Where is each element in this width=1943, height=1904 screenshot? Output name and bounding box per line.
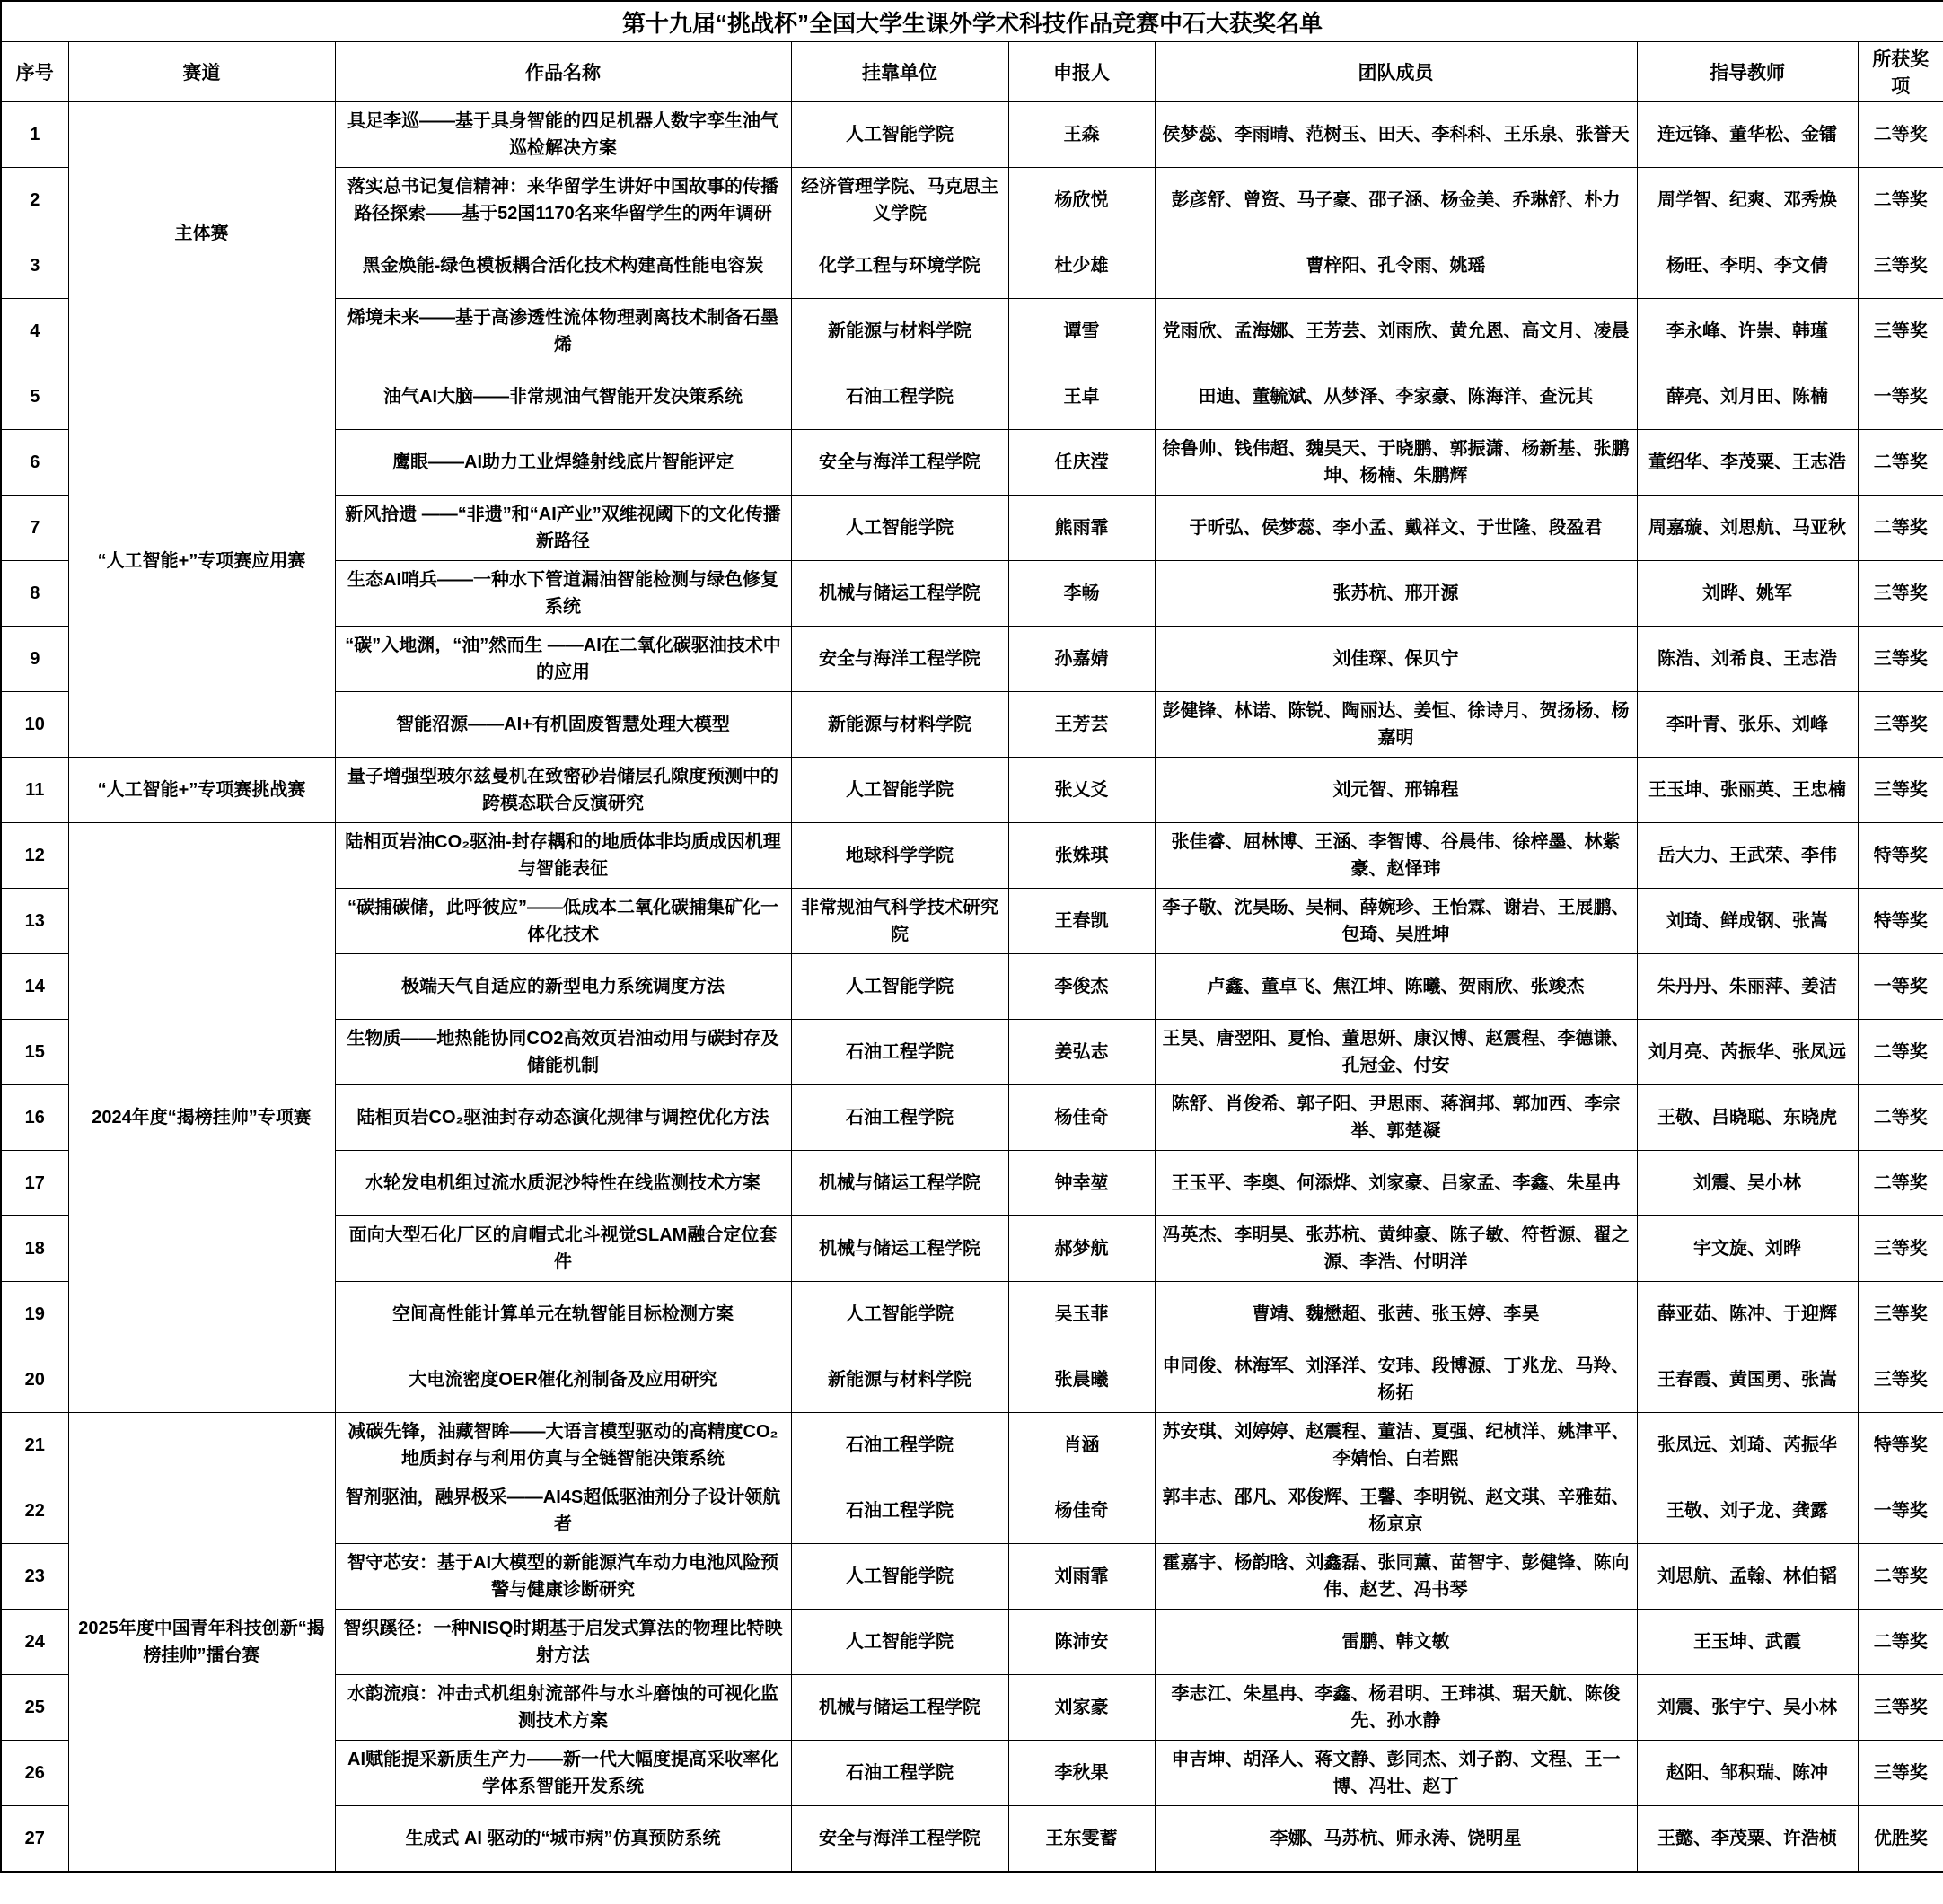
work-title-cell: 生态AI哨兵——一种水下管道漏油智能检测与绿色修复系统	[335, 561, 791, 627]
applicant-cell: 郝梦航	[1008, 1216, 1155, 1282]
advisors-cell: 周学智、纪爽、邓秀焕	[1637, 168, 1858, 233]
advisors-cell: 李永峰、许崇、韩瑾	[1637, 299, 1858, 364]
award-cell: 三等奖	[1858, 627, 1943, 692]
advisors-cell: 刘震、张宇宁、吴小林	[1637, 1675, 1858, 1741]
team-members-cell: 苏安琪、刘婷婷、赵震程、董洁、夏强、纪桢洋、姚津平、李婧怡、白若熙	[1155, 1413, 1637, 1478]
column-header-applicant: 申报人	[1008, 42, 1155, 102]
unit-cell: 人工智能学院	[791, 1282, 1008, 1347]
track-cell: 主体赛	[68, 102, 335, 364]
advisors-cell: 连远锋、董华松、金镭	[1637, 102, 1858, 168]
applicant-cell: 李秋果	[1008, 1741, 1155, 1806]
award-cell: 特等奖	[1858, 823, 1943, 889]
work-title-cell: 烯境未来——基于高渗透性流体物理剥离技术制备石墨烯	[335, 299, 791, 364]
row-number-cell: 17	[1, 1151, 68, 1216]
work-title-cell: 黑金焕能-绿色模板耦合活化技术构建高性能电容炭	[335, 233, 791, 299]
unit-cell: 新能源与材料学院	[791, 692, 1008, 758]
team-members-cell: 郭丰志、邵凡、邓俊辉、王馨、李明锐、赵文琪、辛雅茹、杨京京	[1155, 1478, 1637, 1544]
unit-cell: 机械与储运工程学院	[791, 1675, 1008, 1741]
work-title-cell: “碳”入地渊，“油”然而生 ——AI在二氧化碳驱油技术中的应用	[335, 627, 791, 692]
applicant-cell: 王卓	[1008, 364, 1155, 430]
advisors-cell: 王敬、刘子龙、龚露	[1637, 1478, 1858, 1544]
team-members-cell: 卢鑫、董卓飞、焦江坤、陈曦、贺雨欣、张竣杰	[1155, 954, 1637, 1020]
applicant-cell: 张姝琪	[1008, 823, 1155, 889]
advisors-cell: 刘震、吴小林	[1637, 1151, 1858, 1216]
team-members-cell: 彭彦舒、曾资、马子豪、邵子涵、杨金美、乔琳舒、朴力	[1155, 168, 1637, 233]
advisors-cell: 王玉坤、张丽英、王忠楠	[1637, 758, 1858, 823]
applicant-cell: 张乂爻	[1008, 758, 1155, 823]
work-title-cell: 鹰眼——AI助力工业焊缝射线底片智能评定	[335, 430, 791, 496]
unit-cell: 人工智能学院	[791, 1544, 1008, 1610]
row-number-cell: 24	[1, 1610, 68, 1675]
team-members-cell: 王玉平、李奥、何添烨、刘家豪、吕家孟、李鑫、朱星冉	[1155, 1151, 1637, 1216]
unit-cell: 新能源与材料学院	[791, 299, 1008, 364]
team-members-cell: 曹梓阳、孔令雨、姚瑶	[1155, 233, 1637, 299]
applicant-cell: 孙嘉婧	[1008, 627, 1155, 692]
award-cell: 三等奖	[1858, 1675, 1943, 1741]
unit-cell: 石油工程学院	[791, 1085, 1008, 1151]
work-title-cell: 水轮发电机组过流水质泥沙特性在线监测技术方案	[335, 1151, 791, 1216]
team-members-cell: 申同俊、林海军、刘泽洋、安玮、段博源、丁兆龙、马羚、杨拓	[1155, 1347, 1637, 1413]
row-number-cell: 10	[1, 692, 68, 758]
applicant-cell: 肖涵	[1008, 1413, 1155, 1478]
row-number-cell: 15	[1, 1020, 68, 1085]
table-body	[1, 102, 1943, 1873]
applicant-cell: 熊雨霏	[1008, 496, 1155, 561]
work-title-cell: “碳捕碳储，此呼彼应”——低成本二氧化碳捕集矿化一体化技术	[335, 889, 791, 954]
advisors-cell: 王懿、李茂粟、许浩桢	[1637, 1806, 1858, 1873]
advisors-cell: 赵阳、邹积瑞、陈冲	[1637, 1741, 1858, 1806]
advisors-cell: 刘思航、孟翰、林伯韬	[1637, 1544, 1858, 1610]
team-members-cell: 党雨欣、孟海娜、王芳芸、刘雨欣、黄允恩、高文月、凌晨	[1155, 299, 1637, 364]
team-members-cell: 陈舒、肖俊希、郭子阳、尹思雨、蒋润邦、郭加西、李宗举、郭楚凝	[1155, 1085, 1637, 1151]
row-number-cell: 11	[1, 758, 68, 823]
work-title-cell: 具足李巡——基于具身智能的四足机器人数字孪生油气巡检解决方案	[335, 102, 791, 168]
column-header-unit: 挂靠单位	[791, 42, 1008, 102]
team-members-cell: 曹靖、魏懋超、张茜、张玉婷、李昊	[1155, 1282, 1637, 1347]
work-title-cell: 智剂驱油，融界极采——AI4S超低驱油剂分子设计领航者	[335, 1478, 791, 1544]
team-members-cell: 王昊、唐翌阳、夏怡、董思妍、康汉博、赵震程、李德谦、孔冠金、付安	[1155, 1020, 1637, 1085]
award-cell: 二等奖	[1858, 496, 1943, 561]
award-cell: 二等奖	[1858, 1020, 1943, 1085]
advisors-cell: 王春霞、黄国勇、张嵩	[1637, 1347, 1858, 1413]
unit-cell: 石油工程学院	[791, 1478, 1008, 1544]
unit-cell: 安全与海洋工程学院	[791, 627, 1008, 692]
applicant-cell: 李畅	[1008, 561, 1155, 627]
award-cell: 三等奖	[1858, 233, 1943, 299]
unit-cell: 人工智能学院	[791, 954, 1008, 1020]
row-number-cell: 18	[1, 1216, 68, 1282]
work-title-cell: 智织蹊径：一种NISQ时期基于启发式算法的物理比特映射方法	[335, 1610, 791, 1675]
award-cell: 三等奖	[1858, 758, 1943, 823]
row-number-cell: 21	[1, 1413, 68, 1478]
column-header-work: 作品名称	[335, 42, 791, 102]
award-cell: 三等奖	[1858, 299, 1943, 364]
advisors-cell: 朱丹丹、朱丽萍、姜洁	[1637, 954, 1858, 1020]
team-members-cell: 李娜、马苏杭、师永涛、饶明星	[1155, 1806, 1637, 1873]
unit-cell: 化学工程与环境学院	[791, 233, 1008, 299]
table-title: 第十九届“挑战杯”全国大学生课外学术科技作品竞赛中石大获奖名单	[1, 1, 1943, 42]
team-members-cell: 雷鹏、韩文敏	[1155, 1610, 1637, 1675]
advisors-cell: 董绍华、李茂粟、王志浩	[1637, 430, 1858, 496]
applicant-cell: 谭雪	[1008, 299, 1155, 364]
track-cell: 2025年度中国青年科技创新“揭榜挂帅”擂台赛	[68, 1413, 335, 1873]
applicant-cell: 杨欣悦	[1008, 168, 1155, 233]
award-cell: 二等奖	[1858, 430, 1943, 496]
applicant-cell: 杜少雄	[1008, 233, 1155, 299]
award-cell: 二等奖	[1858, 1151, 1943, 1216]
unit-cell: 石油工程学院	[791, 1741, 1008, 1806]
team-members-cell: 张苏杭、邢开源	[1155, 561, 1637, 627]
row-number-cell: 7	[1, 496, 68, 561]
work-title-cell: 减碳先锋，油藏智眸——大语言模型驱动的高精度CO₂地质封存与利用仿真与全链智能决策系统	[335, 1413, 791, 1478]
team-members-cell: 申吉坤、胡泽人、蒋文静、彭同杰、刘子韵、文程、王一博、冯壮、赵丁	[1155, 1741, 1637, 1806]
work-title-cell: 面向大型石化厂区的肩帽式北斗视觉SLAM融合定位套件	[335, 1216, 791, 1282]
header-row	[1, 42, 1943, 102]
applicant-cell: 王森	[1008, 102, 1155, 168]
applicant-cell: 姜弘志	[1008, 1020, 1155, 1085]
row-number-cell: 8	[1, 561, 68, 627]
team-members-cell: 徐鲁帅、钱伟超、魏昊天、于晓鹏、郭振潇、杨新基、张鹏坤、杨楠、朱鹏辉	[1155, 430, 1637, 496]
applicant-cell: 钟幸堃	[1008, 1151, 1155, 1216]
row-number-cell: 27	[1, 1806, 68, 1873]
work-title-cell: 生成式 AI 驱动的“城市病”仿真预防系统	[335, 1806, 791, 1873]
work-title-cell: 陆相页岩CO₂驱油封存动态演化规律与调控优化方法	[335, 1085, 791, 1151]
advisors-cell: 李叶青、张乐、刘峰	[1637, 692, 1858, 758]
advisors-cell: 周嘉璇、刘思航、马亚秋	[1637, 496, 1858, 561]
row-number-cell: 23	[1, 1544, 68, 1610]
applicant-cell: 吴玉菲	[1008, 1282, 1155, 1347]
team-members-cell: 侯梦蕊、李雨晴、范树玉、田天、李科科、王乐泉、张誉天	[1155, 102, 1637, 168]
team-members-cell: 霍嘉宇、杨韵晗、刘鑫磊、张同薰、苗智宇、彭健锋、陈向伟、赵艺、冯书琴	[1155, 1544, 1637, 1610]
team-members-cell: 李志江、朱星冉、李鑫、杨君明、王玮祺、琚天航、陈俊先、孙水静	[1155, 1675, 1637, 1741]
table-row	[1, 364, 1943, 430]
column-header-team: 团队成员	[1155, 42, 1637, 102]
unit-cell: 地球科学学院	[791, 823, 1008, 889]
applicant-cell: 刘雨霏	[1008, 1544, 1155, 1610]
unit-cell: 人工智能学院	[791, 758, 1008, 823]
team-members-cell: 于昕弘、侯梦蕊、李小孟、戴祥文、于世隆、段盈君	[1155, 496, 1637, 561]
work-title-cell: 水韵流痕：冲击式机组射流部件与水斗磨蚀的可视化监测技术方案	[335, 1675, 791, 1741]
row-number-cell: 22	[1, 1478, 68, 1544]
advisors-cell: 陈浩、刘希良、王志浩	[1637, 627, 1858, 692]
row-number-cell: 9	[1, 627, 68, 692]
award-cell: 优胜奖	[1858, 1806, 1943, 1873]
unit-cell: 石油工程学院	[791, 1413, 1008, 1478]
advisors-cell: 刘晔、姚军	[1637, 561, 1858, 627]
row-number-cell: 4	[1, 299, 68, 364]
advisors-cell: 杨旺、李明、李文倩	[1637, 233, 1858, 299]
award-cell: 一等奖	[1858, 1478, 1943, 1544]
applicant-cell: 杨佳奇	[1008, 1085, 1155, 1151]
unit-cell: 机械与储运工程学院	[791, 1151, 1008, 1216]
award-cell: 三等奖	[1858, 1282, 1943, 1347]
applicant-cell: 王芳芸	[1008, 692, 1155, 758]
award-cell: 二等奖	[1858, 1610, 1943, 1675]
row-number-cell: 13	[1, 889, 68, 954]
row-number-cell: 20	[1, 1347, 68, 1413]
applicant-cell: 王春凯	[1008, 889, 1155, 954]
unit-cell: 人工智能学院	[791, 102, 1008, 168]
work-title-cell: 生物质——地热能协同CO2高效页岩油动用与碳封存及储能机制	[335, 1020, 791, 1085]
team-members-cell: 李子敬、沈昊旸、吴桐、薛婉珍、王怡霖、谢岩、王展鹏、包琦、吴胜坤	[1155, 889, 1637, 954]
work-title-cell: 大电流密度OER催化剂制备及应用研究	[335, 1347, 791, 1413]
table-row	[1, 823, 1943, 889]
team-members-cell: 冯英杰、李明昊、张苏杭、黄绅豪、陈子敏、符哲源、翟之源、李浩、付明洋	[1155, 1216, 1637, 1282]
advisors-cell: 薛亮、刘月田、陈楠	[1637, 364, 1858, 430]
team-members-cell: 彭健锋、林诺、陈锐、陶丽达、姜恒、徐诗月、贺扬杨、杨嘉明	[1155, 692, 1637, 758]
advisors-cell: 岳大力、王武荣、李伟	[1637, 823, 1858, 889]
award-cell: 一等奖	[1858, 364, 1943, 430]
unit-cell: 非常规油气科学技术研究院	[791, 889, 1008, 954]
advisors-cell: 刘琦、鲜成钢、张嵩	[1637, 889, 1858, 954]
award-cell: 特等奖	[1858, 1413, 1943, 1478]
column-header-award: 所获奖项	[1858, 42, 1943, 102]
row-number-cell: 14	[1, 954, 68, 1020]
row-number-cell: 1	[1, 102, 68, 168]
work-title-cell: 空间高性能计算单元在轨智能目标检测方案	[335, 1282, 791, 1347]
work-title-cell: 极端天气自适应的新型电力系统调度方法	[335, 954, 791, 1020]
advisors-cell: 薛亚茹、陈冲、于迎辉	[1637, 1282, 1858, 1347]
unit-cell: 人工智能学院	[791, 496, 1008, 561]
work-title-cell: 油气AI大脑——非常规油气智能开发决策系统	[335, 364, 791, 430]
track-cell: 2024年度“揭榜挂帅”专项赛	[68, 823, 335, 1413]
team-members-cell: 刘元智、邢锦程	[1155, 758, 1637, 823]
table-row	[1, 758, 1943, 823]
award-cell: 二等奖	[1858, 102, 1943, 168]
work-title-cell: 落实总书记复信精神：来华留学生讲好中国故事的传播路径探索——基于52国1170名来华留学生的两年调研	[335, 168, 791, 233]
row-number-cell: 26	[1, 1741, 68, 1806]
table-row	[1, 102, 1943, 168]
unit-cell: 石油工程学院	[791, 1020, 1008, 1085]
work-title-cell: 新风拾遗 ——“非遗”和“AI产业”双维视阈下的文化传播新路径	[335, 496, 791, 561]
column-header-track: 赛道	[68, 42, 335, 102]
row-number-cell: 16	[1, 1085, 68, 1151]
award-cell: 三等奖	[1858, 1347, 1943, 1413]
team-members-cell: 张佳睿、屈林博、王涵、李智博、谷晨伟、徐梓墨、林紫豪、赵怿玮	[1155, 823, 1637, 889]
work-title-cell: 量子增强型玻尔兹曼机在致密砂岩储层孔隙度预测中的跨模态联合反演研究	[335, 758, 791, 823]
track-cell: “人工智能+”专项赛挑战赛	[68, 758, 335, 823]
applicant-cell: 张晨曦	[1008, 1347, 1155, 1413]
applicant-cell: 陈沛安	[1008, 1610, 1155, 1675]
unit-cell: 机械与储运工程学院	[791, 1216, 1008, 1282]
applicant-cell: 杨佳奇	[1008, 1478, 1155, 1544]
advisors-cell: 宇文旋、刘晔	[1637, 1216, 1858, 1282]
table-row	[1, 1413, 1943, 1478]
row-number-cell: 6	[1, 430, 68, 496]
row-number-cell: 5	[1, 364, 68, 430]
unit-cell: 人工智能学院	[791, 1610, 1008, 1675]
row-number-cell: 3	[1, 233, 68, 299]
award-cell: 三等奖	[1858, 1741, 1943, 1806]
unit-cell: 石油工程学院	[791, 364, 1008, 430]
team-members-cell: 田迪、董毓斌、从梦泽、李家豪、陈海洋、查沅其	[1155, 364, 1637, 430]
title-row	[1, 1, 1943, 42]
work-title-cell: AI赋能提采新质生产力——新一代大幅度提高采收率化学体系智能开发系统	[335, 1741, 791, 1806]
unit-cell: 安全与海洋工程学院	[791, 430, 1008, 496]
unit-cell: 机械与储运工程学院	[791, 561, 1008, 627]
unit-cell: 经济管理学院、马克思主义学院	[791, 168, 1008, 233]
award-cell: 三等奖	[1858, 692, 1943, 758]
applicant-cell: 王东雯蓄	[1008, 1806, 1155, 1873]
award-cell: 三等奖	[1858, 561, 1943, 627]
advisors-cell: 张凤远、刘琦、芮振华	[1637, 1413, 1858, 1478]
applicant-cell: 刘家豪	[1008, 1675, 1155, 1741]
work-title-cell: 陆相页岩油CO₂驱油-封存耦和的地质体非均质成因机理与智能表征	[335, 823, 791, 889]
unit-cell: 新能源与材料学院	[791, 1347, 1008, 1413]
applicant-cell: 任庆滢	[1008, 430, 1155, 496]
row-number-cell: 2	[1, 168, 68, 233]
track-cell: “人工智能+”专项赛应用赛	[68, 364, 335, 758]
column-header-advisors: 指导教师	[1637, 42, 1858, 102]
advisors-cell: 刘月亮、芮振华、张凤远	[1637, 1020, 1858, 1085]
row-number-cell: 25	[1, 1675, 68, 1741]
award-cell: 二等奖	[1858, 1085, 1943, 1151]
row-number-cell: 19	[1, 1282, 68, 1347]
column-header-no: 序号	[1, 42, 68, 102]
work-title-cell: 智能沼源——AI+有机固废智慧处理大模型	[335, 692, 791, 758]
work-title-cell: 智守芯安：基于AI大模型的新能源汽车动力电池风险预警与健康诊断研究	[335, 1544, 791, 1610]
applicant-cell: 李俊杰	[1008, 954, 1155, 1020]
award-cell: 二等奖	[1858, 1544, 1943, 1610]
award-cell: 三等奖	[1858, 1216, 1943, 1282]
award-cell: 一等奖	[1858, 954, 1943, 1020]
row-number-cell: 12	[1, 823, 68, 889]
unit-cell: 安全与海洋工程学院	[791, 1806, 1008, 1873]
advisors-cell: 王玉坤、武霞	[1637, 1610, 1858, 1675]
award-cell: 特等奖	[1858, 889, 1943, 954]
advisors-cell: 王敬、吕晓聪、东晓虎	[1637, 1085, 1858, 1151]
award-cell: 二等奖	[1858, 168, 1943, 233]
team-members-cell: 刘佳琛、保贝宁	[1155, 627, 1637, 692]
